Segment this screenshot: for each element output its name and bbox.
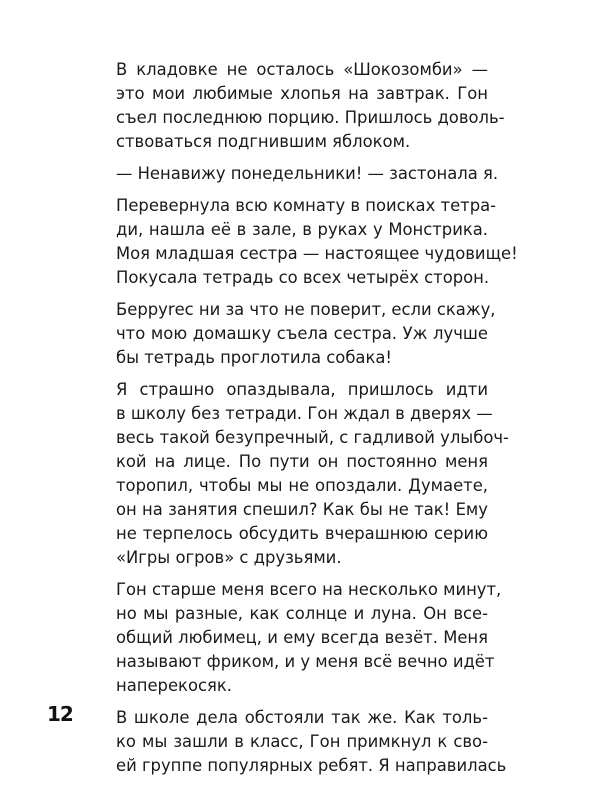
text-line: Моя младшая сестра — настоящее чудовище! [116, 244, 518, 263]
text-line: Перевернула всю комнату в поисках тетра- [116, 196, 497, 215]
paragraph [116, 298, 496, 370]
text-line: — Ненавижу понедельники! — застонала я. [116, 164, 499, 183]
text-line: «Игры огров» с друзьями. [116, 548, 342, 567]
text-line: съел последнюю порцию. Пришлось доволь- [116, 108, 505, 127]
text-line: Я страшно опаздывала, пришлось идти [116, 380, 488, 399]
text-line: общий любимец, и ему всегда везёт. Меня [116, 628, 488, 647]
text-line: Берруrес ни за что не поверит, если скажу, [116, 300, 496, 319]
text-line: В кладовке не осталось «Шокозомби» — [116, 60, 488, 79]
text-line: но мы разные, как солнце и луна. Он все- [116, 604, 488, 623]
text-line: что мою домашку съела сестра. Уж лучше [116, 324, 488, 343]
text-line: ди, нашла её в зале, в руках у Монстрика. [116, 220, 488, 239]
text-line: ко мы зашли в класс, Гон примкнул к сво- [116, 732, 488, 751]
paragraph [116, 194, 518, 290]
text-line: в школу без тетради. Гон ждал в дверях — [116, 404, 493, 423]
text-line: наперекосяк. [116, 676, 232, 695]
text-line: он на занятия спешил? Как бы не так! Ему [116, 500, 488, 519]
text-line: весь такой безупречный, с гадливой улыбоч- [116, 428, 509, 447]
paragraph [116, 378, 509, 570]
paragraph [116, 578, 502, 698]
paragraph [116, 162, 499, 186]
text-line: Гон старше меня всего на несколько минут, [116, 580, 502, 599]
text-line: В школе дела обстояли так же. Как толь- [116, 708, 488, 727]
paragraph [116, 58, 505, 154]
text-line: кой на лице. По пути он постоянно меня [116, 452, 488, 471]
text-line: не терпелось обсудить вчерашнюю серию [116, 524, 488, 543]
text-line: ей группе популярных ребят. Я направилась [116, 756, 507, 775]
text-line: называют фриком, и у меня всё вечно идёт [116, 652, 495, 671]
text-line: торопил, чтобы мы не опоздали. Думаете, [116, 476, 488, 495]
page-number: 12 [47, 702, 73, 726]
text-line: Покусала тетрадь со всех четырёх сторон. [116, 268, 490, 287]
paragraph [116, 706, 507, 778]
text-line: ствоваться подгнившим яблоком. [116, 132, 411, 151]
text-line: бы тетрадь проглотила собака! [116, 348, 392, 367]
body-text [116, 58, 518, 786]
text-line: это мои любимые хлопья на завтрак. Гон [116, 84, 488, 103]
